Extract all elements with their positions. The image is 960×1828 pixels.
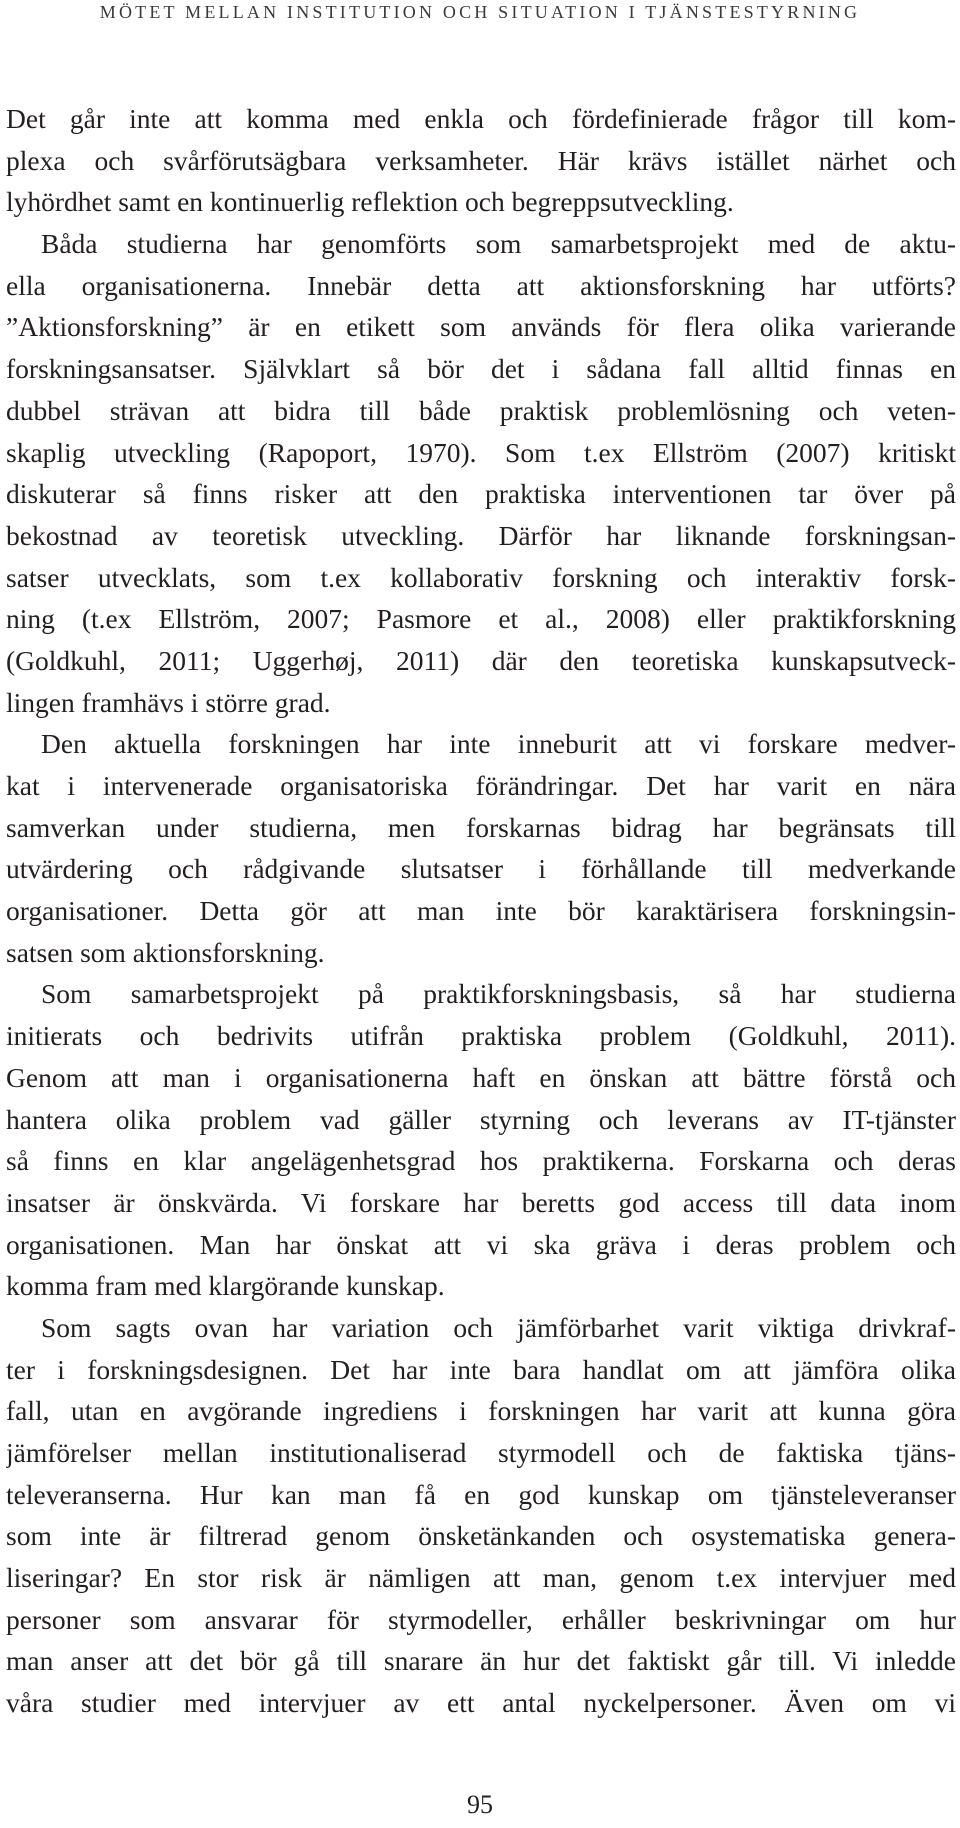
- text-line: satser utvecklats, som t.ex kollaborativ forskning och interaktiv forsk-: [6, 561, 956, 593]
- text-line: bekostnad av teoretisk utveckling. Därför har liknande forskningsan-: [6, 519, 956, 551]
- text-line: insatser är önskvärda. Vi forskare har beretts god access till data inom: [6, 1186, 956, 1218]
- text-line: fall, utan en avgörande ingrediens i forskningen har varit att kunna göra: [6, 1395, 956, 1427]
- text-line: skaplig utveckling (Rapoport, 1970). Som t.ex Ellström (2007) kritiskt: [6, 436, 956, 468]
- text-line: Båda studierna har genomförts som samarbetsprojekt med de aktu-: [41, 228, 956, 260]
- text-line: lyhördhet samt en kontinuerlig reflektion och begreppsutveckling.: [6, 186, 734, 218]
- text-line: Som samarbetsprojekt på praktikforskningsbasis, så har studierna: [41, 978, 956, 1010]
- text-line: initierats och bedrivits utifrån praktiska problem (Goldkuhl, 2011).: [6, 1020, 956, 1052]
- text-line: våra studier med intervjuer av ett antal nyckelpersoner. Även om vi: [6, 1687, 956, 1719]
- text-line: ella organisationerna. Innebär detta att aktionsforskning har utförts?: [6, 269, 956, 301]
- text-line: Som sagts ovan har variation och jämförbarhet varit viktiga drivkraf-: [41, 1311, 956, 1343]
- text-line: dubbel strävan att bidra till både praktisk problemlösning och veten-: [6, 394, 956, 426]
- text-line: diskuterar så finns risker att den praktiska interventionen tar över på: [6, 478, 956, 510]
- text-line: lingen framhävs i större grad.: [6, 686, 331, 718]
- text-line: forskningsansatser. Självklart så bör det i sådana fall alltid finnas en: [6, 353, 956, 385]
- text-line: (Goldkuhl, 2011; Uggerhøj, 2011) där den teoretiska kunskapsutveck-: [6, 644, 956, 676]
- running-head: MÖTET MELLAN INSTITUTION OCH SITUATION I TJÄNSTESTYRNING: [99, 2, 861, 22]
- text-line: komma fram med klargörande kunskap.: [6, 1270, 445, 1302]
- text-line: personer som ansvarar för styrmodeller, erhåller beskrivningar om hur: [6, 1603, 956, 1635]
- text-line: kat i intervenerade organisatoriska förändringar. Det har varit en nära: [6, 770, 956, 801]
- text-line: plexa och svårförutsägbara verksamheter. Här krävs istället närhet och: [6, 144, 956, 176]
- text-line: Den aktuella forskningen har inte inneburit att vi forskare medver-: [41, 728, 956, 760]
- page-number: 95: [467, 1790, 493, 1819]
- text-line: ”Aktionsforskning” är en etikett som används för flera olika varierande: [6, 311, 956, 343]
- text-line: man anser att det bör gå till snarare än hur det faktiskt går till. Vi inledde: [6, 1645, 956, 1677]
- text-line: utvärdering och rådgivande slutsatser i förhållande till medverkande: [6, 853, 956, 885]
- text-line: Genom att man i organisationerna haft en önskan att bättre förstå och: [6, 1061, 956, 1093]
- text-line: ning (t.ex Ellström, 2007; Pasmore et al., 2008) eller praktikforskning: [6, 603, 956, 635]
- text-line: satsen som aktionsforskning.: [6, 936, 325, 968]
- text-line: organisationen. Man har önskat att vi ska gräva i deras problem och: [6, 1228, 956, 1260]
- text-line: liseringar? En stor risk är nämligen att man, genom t.ex intervjuer med: [6, 1562, 956, 1594]
- text-line: samverkan under studierna, men forskarnas bidrag har begränsats till: [6, 811, 956, 843]
- text-line: jämförelser mellan institutionaliserad styrmodell och de faktiska tjäns-: [6, 1437, 956, 1468]
- text-line: Det går inte att komma med enkla och fördefinierade frågor till kom-: [6, 103, 956, 134]
- body-text: [6, 98, 956, 1724]
- text-line: hantera olika problem vad gäller styrning och leverans av IT-tjänster: [6, 1103, 956, 1135]
- text-line: televeranserna. Hur kan man få en god kunskap om tjänsteleveranser: [6, 1478, 956, 1510]
- text-line: så finns en klar angelägenhetsgrad hos praktikerna. Forskarna och deras: [6, 1145, 956, 1177]
- text-line: som inte är filtrerad genom önsketänkanden och osystematiska genera-: [6, 1520, 956, 1552]
- text-line: ter i forskningsdesignen. Det har inte bara handlat om att jämföra olika: [6, 1353, 956, 1385]
- text-line: organisationer. Detta gör att man inte bör karaktärisera forskningsin-: [6, 895, 956, 927]
